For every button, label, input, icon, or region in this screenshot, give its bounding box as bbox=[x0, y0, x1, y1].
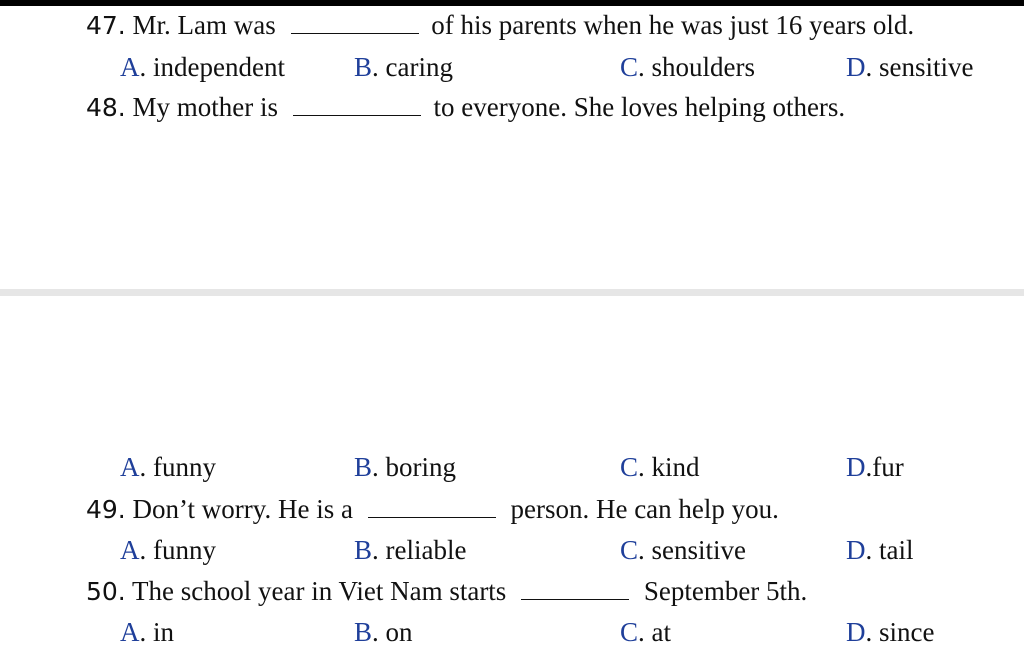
option-letter: C bbox=[620, 452, 639, 482]
option-letter: D bbox=[846, 52, 866, 82]
answer-blank bbox=[368, 495, 496, 518]
answer-blank bbox=[293, 93, 421, 116]
question-49 bbox=[86, 493, 779, 526]
option-text: . in bbox=[139, 617, 175, 647]
option-a bbox=[120, 616, 174, 648]
option-a bbox=[120, 534, 216, 566]
option-text: . since bbox=[865, 617, 935, 647]
option-text: . sensitive bbox=[865, 52, 974, 82]
option-letter: A bbox=[120, 52, 140, 82]
question-text-before: The school year in Viet Nam starts bbox=[132, 576, 507, 606]
option-d bbox=[846, 616, 934, 648]
option-text: .fur bbox=[865, 452, 904, 482]
option-b bbox=[354, 451, 456, 483]
option-letter: C bbox=[620, 52, 639, 82]
option-letter: B bbox=[354, 617, 373, 647]
question-48 bbox=[86, 91, 845, 124]
option-letter: A bbox=[120, 535, 140, 565]
option-c bbox=[620, 616, 671, 648]
option-c bbox=[620, 534, 746, 566]
option-letter: C bbox=[620, 617, 639, 647]
option-text: . on bbox=[372, 617, 413, 647]
option-text: . sensitive bbox=[638, 535, 747, 565]
option-letter: D bbox=[846, 617, 866, 647]
question-text-after: of his parents when he was just 16 years old. bbox=[431, 10, 915, 40]
question-text-before: Mr. Lam was bbox=[132, 10, 276, 40]
option-letter: C bbox=[620, 535, 639, 565]
option-d bbox=[846, 51, 974, 83]
question-50 bbox=[86, 575, 807, 608]
question-47 bbox=[86, 9, 914, 42]
option-text: . tail bbox=[865, 535, 914, 565]
answer-blank bbox=[521, 577, 629, 600]
option-d bbox=[846, 534, 914, 566]
option-letter: B bbox=[354, 52, 373, 82]
option-text: . funny bbox=[139, 452, 216, 482]
question-text-after: September 5th. bbox=[643, 576, 808, 606]
option-d bbox=[846, 451, 904, 483]
option-text: . independent bbox=[139, 52, 285, 82]
question-text-before: Don’t worry. He is a bbox=[132, 494, 353, 524]
option-text: . at bbox=[638, 617, 672, 647]
question-text-after: to everyone. She loves helping others. bbox=[433, 92, 846, 122]
section-divider bbox=[0, 289, 1024, 296]
question-text-before: My mother is bbox=[132, 92, 279, 122]
option-text: . boring bbox=[372, 452, 457, 482]
top-border bbox=[0, 0, 1024, 6]
option-b bbox=[354, 534, 466, 566]
option-letter: A bbox=[120, 452, 140, 482]
option-text: . kind bbox=[638, 452, 700, 482]
option-text: . reliable bbox=[372, 535, 467, 565]
option-letter: D bbox=[846, 535, 866, 565]
option-a bbox=[120, 451, 216, 483]
answer-blank bbox=[291, 11, 419, 34]
option-letter: A bbox=[120, 617, 140, 647]
option-text: . funny bbox=[139, 535, 216, 565]
option-letter: D bbox=[846, 452, 866, 482]
option-a bbox=[120, 51, 285, 83]
option-b bbox=[354, 51, 453, 83]
question-text-after: person. He can help you. bbox=[510, 494, 779, 524]
option-c bbox=[620, 451, 700, 483]
question-number: 47. bbox=[86, 11, 126, 40]
option-letter: B bbox=[354, 452, 373, 482]
option-text: . caring bbox=[372, 52, 453, 82]
question-number: 49. bbox=[86, 495, 126, 524]
option-c bbox=[620, 51, 755, 83]
question-number: 48. bbox=[86, 93, 126, 122]
option-letter: B bbox=[354, 535, 373, 565]
question-number: 50. bbox=[86, 577, 126, 606]
option-b bbox=[354, 616, 413, 648]
option-text: . shoulders bbox=[638, 52, 756, 82]
